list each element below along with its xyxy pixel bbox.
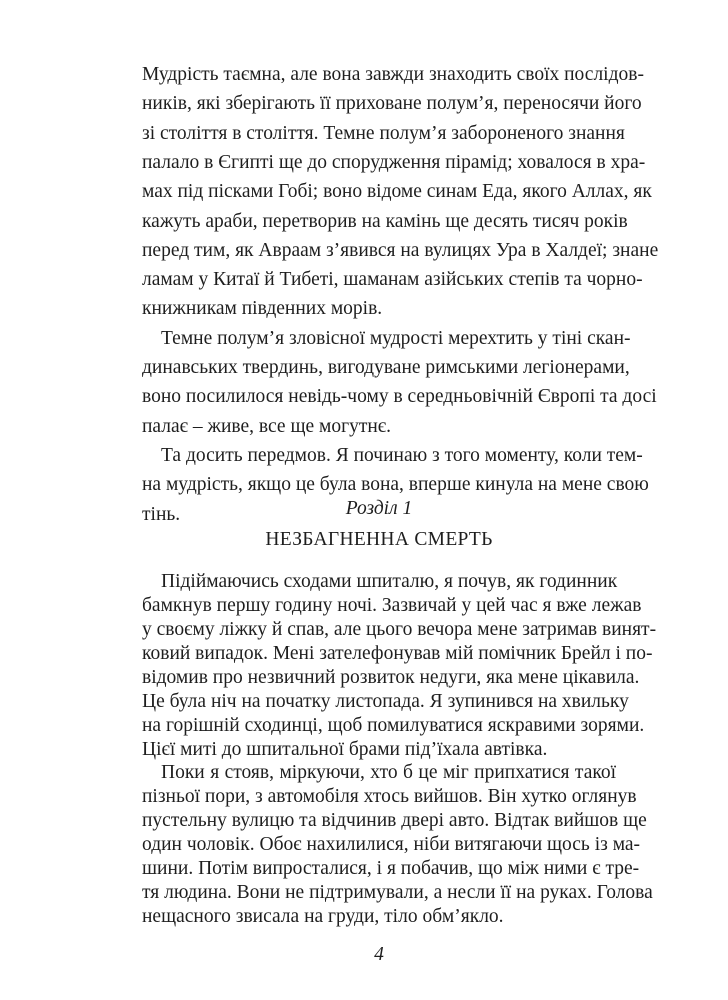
text-line: один чоловік. Обоє нахилилися, ніби витягаючи щось із ма- [142,834,641,856]
text-line: на горішній сходинці, щоб помилуватися яскравими зорями. [142,714,645,736]
text-line: бамкнув першу годину ночі. Зазвичай у цей час я вже лежав [142,594,642,616]
text-line: ковий випадок. Мені зателефонував мій помічник Брейл і по- [142,642,653,664]
text-line: тя людина. Вони не підтримували, а несли її на руках. Голова [142,882,653,904]
text-line: Мудрість таємна, але вона завжди знаходить своїх послідов- [142,64,644,85]
text-line: ламам у Китаї й Тибеті, шаманам азійських степів та чорно- [142,269,643,291]
text-line: пустельну вулицю та відчинив двері авто. Відтак вийшов ще [142,810,647,832]
text-line: нещасного звисала на груди, тіло обм’якло. [142,906,504,927]
text-line: у своєму ліжку й спав, але цього вечора мене затримав винят- [142,618,657,640]
text-line: шини. Потім випросталися, і я побачив, що між ними є тре- [142,858,640,880]
chapter-title: НЕЗБАГНЕННА СМЕРТЬ [265,529,493,550]
text-line: пізньої пори, з автомобіля хтось вийшов. Він хутко оглянув [142,786,637,808]
text-line: воно посилилося невідь-чому в середньовічній Європі та досі [142,386,657,408]
text-line: палало в Єгипті ще до спорудження пірамід; ховалося в хра- [142,151,646,173]
chapter-label: Розділ 1 [345,498,413,519]
text-line: книжникам південних морів. [142,298,383,320]
text-line: динавських твердинь, вигодуване римськими легіонерами, [142,357,630,378]
text-line: відомив про незвичний розвиток недуги, яка мене цікавила. [142,666,640,688]
text-line: кажуть араби, перетворив на камінь ще десять тисяч років [142,210,628,232]
text-line: палає – живе, все ще могутнє. [142,415,392,437]
text-line: Підіймаючись сходами шпиталю, я почув, як годинник [161,571,618,592]
page-number: 4 [374,944,384,965]
text-line: ників, які зберігають її приховане полум’я, переносячи його [142,93,642,115]
text-line: Темне полум’я зловісної мудрості мерехтить у тіні скан- [161,327,631,349]
text-line: Цієї миті до шпитальної брами під’їхала автівка. [142,738,548,760]
text-line: Це була ніч на початку листопада. Я зупинився на хвильку [142,690,629,712]
text-line: зі століття в століття. Темне полум’я забороненого знання [142,122,625,144]
text-line: тінь. [142,503,181,525]
text-line: мах під пісками Гобі; воно відоме синам Еда, якого Аллах, як [142,181,652,203]
text-line: Поки я стояв, міркуючи, хто б це міг припхатися такої [161,762,616,784]
text-line: перед тим, як Авраам з’явився на вулицях Ура в Халдеї; знане [142,239,659,261]
text-line: на мудрість, якщо це була вона, вперше кинула на мене свою [142,474,649,496]
text-line: Та досить передмов. Я починаю з того моменту, коли тем- [161,444,643,466]
